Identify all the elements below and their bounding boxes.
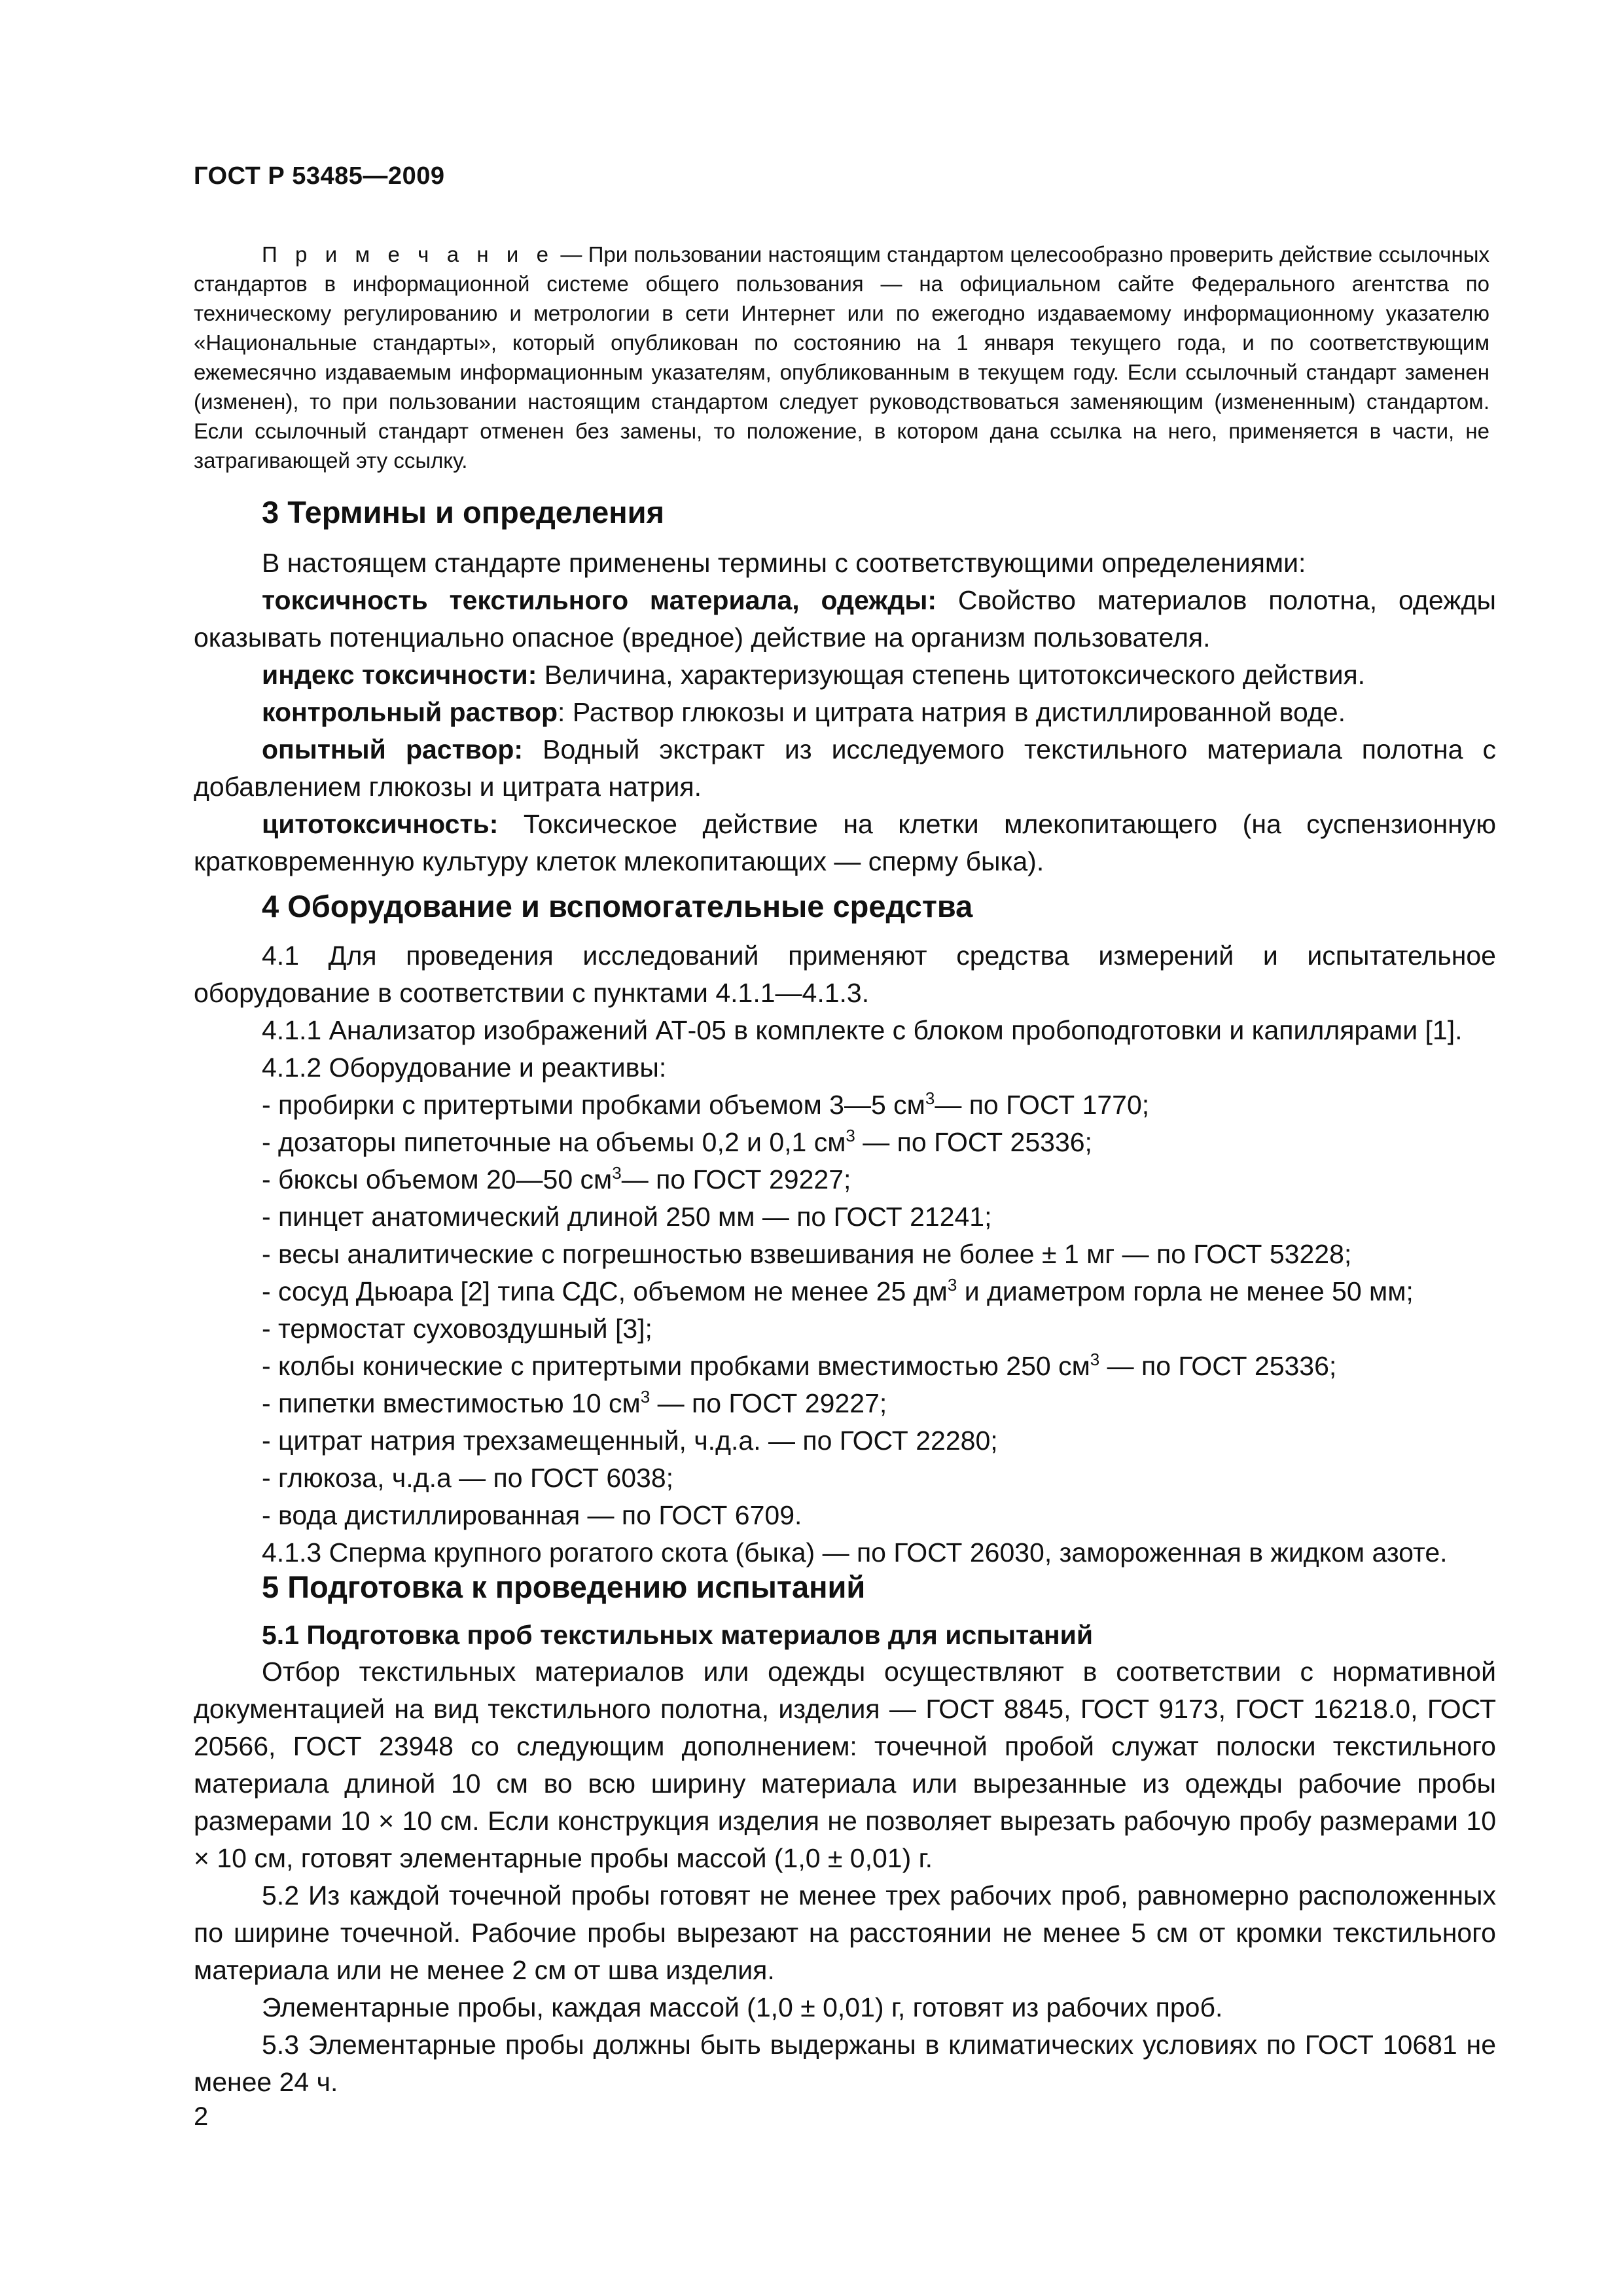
list-item (194, 1348, 1496, 1385)
list-item-text: - пипетки вместимостью 10 см (262, 1388, 641, 1418)
term-name: опытный раствор: (262, 734, 524, 764)
term-definition (194, 694, 1496, 731)
list-item-text: — по ГОСТ 25336; (855, 1127, 1092, 1157)
list-item-text: - дозаторы пипеточные на объемы 0,2 и 0,1 см (262, 1127, 846, 1157)
section-4 (194, 886, 1496, 1571)
superscript: 3 (846, 1126, 855, 1145)
term-def: Водный экстракт из исследуемого текстильного материала полотна с добавлением глюкозы и цитрата натрия. (194, 734, 1496, 802)
clause-5-3: 5.3 Элементарные пробы должны быть выдержаны в климатических условиях по ГОСТ 10681 не менее 24 ч. (194, 2030, 1496, 2097)
clause-4-1-1: 4.1.1 Анализатор изображений АТ-05 в комплекте с блоком пробоподготовки и капиллярами [1]. (262, 1015, 1463, 1045)
term-def: Токсическое действие на клетки млекопитающего (на суспензионную кратковременную культуру клеток млекопитающих — сперму быка). (194, 809, 1496, 876)
term-def: Свойство материалов полотна, одежды оказывать потенциально опасное (вредное) действие на организм пользователя. (194, 585, 1496, 653)
note-block (194, 240, 1489, 475)
term-name: индекс токсичности: (262, 660, 537, 690)
term-definition (194, 731, 1496, 806)
list-item-text: — по ГОСТ 1770; (935, 1090, 1150, 1120)
list-item: - глюкоза, ч.д.а — по ГОСТ 6038; (262, 1463, 674, 1493)
term-definition (194, 656, 1496, 694)
list-item-text: - сосуд Дьюара [2] типа СДС, объемом не менее 25 дм (262, 1276, 948, 1306)
clause-4-1-3: 4.1.3 Сперма крупного рогатого скота (быка) — по ГОСТ 26030, замороженная в жидком азоте. (262, 1537, 1448, 1568)
list-item-text: — по ГОСТ 29227; (650, 1388, 887, 1418)
list-item (194, 1086, 1496, 1124)
superscript: 3 (925, 1088, 935, 1108)
list-item-text: — по ГОСТ 25336; (1099, 1351, 1337, 1381)
section-5 (194, 1567, 1496, 2101)
note-paragraph (194, 240, 1489, 475)
list-item-text: и диаметром горла не менее 50 мм; (957, 1276, 1414, 1306)
subsection-5-1-title: 5.1 Подготовка проб текстильных материалов для испытаний (262, 1620, 1094, 1650)
section-3-intro: В настоящем стандарте применены термины с соответствующими определениями: (262, 548, 1306, 578)
list-item: - термостат суховоздушный [3]; (262, 1314, 652, 1344)
list-item (194, 1385, 1496, 1422)
list-item (194, 1273, 1496, 1310)
term-definition (194, 582, 1496, 656)
list-item (194, 1161, 1496, 1198)
term-def: : Раствор глюкозы и цитрата натрия в дистиллированной воде. (558, 697, 1346, 727)
clause-5-2: 5.2 Из каждой точечной пробы готовят не менее трех рабочих проб, равномерно расположенных по ширине точечной. Рабочие пробы вырезают на расстоянии не менее 5 см от кромки текстильного материала или не менее 2 см от шва изделия. (194, 1880, 1496, 1985)
section-4-title: 4 Оборудование и вспомогательные средства (262, 889, 973, 924)
section-3-title: 3 Термины и определения (262, 495, 664, 529)
list-item-text: — по ГОСТ 29227; (621, 1164, 851, 1194)
section-5-title: 5 Подготовка к проведению испытаний (262, 1570, 866, 1604)
superscript: 3 (1090, 1350, 1100, 1369)
page-number: 2 (194, 2102, 209, 2131)
list-item: - весы аналитические с погрешностью взвешивания не более ± 1 мг — по ГОСТ 53228; (262, 1239, 1352, 1269)
term-name: цитотоксичность: (262, 809, 499, 839)
clause-5-2-extra: Элементарные пробы, каждая массой (1,0 ± 0,01) г, готовят из рабочих проб. (262, 1992, 1223, 2022)
superscript: 3 (640, 1387, 651, 1407)
term-definition (194, 806, 1496, 880)
list-item: - вода дистиллированная — по ГОСТ 6709. (262, 1500, 802, 1530)
list-item-text: - пробирки с притертыми пробками объемом 3—5 см (262, 1090, 925, 1120)
list-item: - пинцет анатомический длиной 250 мм — по ГОСТ 21241; (262, 1202, 992, 1232)
superscript: 3 (947, 1275, 957, 1295)
document-header: ГОСТ Р 53485—2009 (194, 162, 445, 190)
clause-4-1-2: 4.1.2 Оборудование и реактивы: (262, 1052, 667, 1083)
superscript: 3 (612, 1163, 622, 1183)
list-item-text: - колбы конические с притертыми пробками вместимостью 250 см (262, 1351, 1090, 1381)
clause-4-1: 4.1 Для проведения исследований применяют средства измерений и испытательное оборудование в соответствии с пунктами 4.1.1—4.1.3. (194, 941, 1496, 1008)
term-name: токсичность текстильного материала, одежды: (262, 585, 937, 615)
note-text: — При пользовании настоящим стандартом целесообразно проверить действие ссылочных стандартов в информационной системе общего пользования — на официальном сайте Федерального агентства по техническому регулированию и метрологии в сети Интернет или по ежегодно издаваемому информационному указателю «Национальные стандарты», который опубликован по состоянию на 1 января текущего года, и по соответствующим ежемесячно издаваемым информационным указателям, опубликованным в текущем году. Если ссылочный стандарт заменен (изменен), то при пользовании настоящим стандартом следует руководствоваться заменяющим (измененным) стандартом. Если ссылочный стандарт отменен без замены, то положение, в котором дана ссылка на него, применяется в части, не затрагивающей эту ссылку. (194, 242, 1489, 473)
list-item-text: - бюксы объемом 20—50 см (262, 1164, 613, 1194)
term-name: контрольный раствор (262, 697, 558, 727)
term-def: Величина, характеризующая степень цитотоксического действия. (537, 660, 1366, 690)
section-3 (194, 492, 1496, 880)
list-item (194, 1124, 1496, 1161)
note-label: П р и м е ч а н и е (262, 242, 555, 266)
clause-5-1-text: Отбор текстильных материалов или одежды осуществляют в соответствии с нормативной документацией на вид текстильного полотна, изделия — ГОСТ 8845, ГОСТ 9173, ГОСТ 16218.0, ГОСТ 20566, ГОСТ 23948 со следующим дополнением: точечной пробой служат полоски текстильного материала длиной 10 см во всю ширину материала или вырезанные из одежды рабочие пробы размерами 10 × 10 см. Если конструкция изделия не позволяет вырезать рабочую пробу размерами 10 × 10 см, готовят элементарные пробы массой (1,0 ± 0,01) г. (194, 1657, 1496, 1873)
list-item: - цитрат натрия трехзамещенный, ч.д.а. — по ГОСТ 22280; (262, 1426, 998, 1456)
